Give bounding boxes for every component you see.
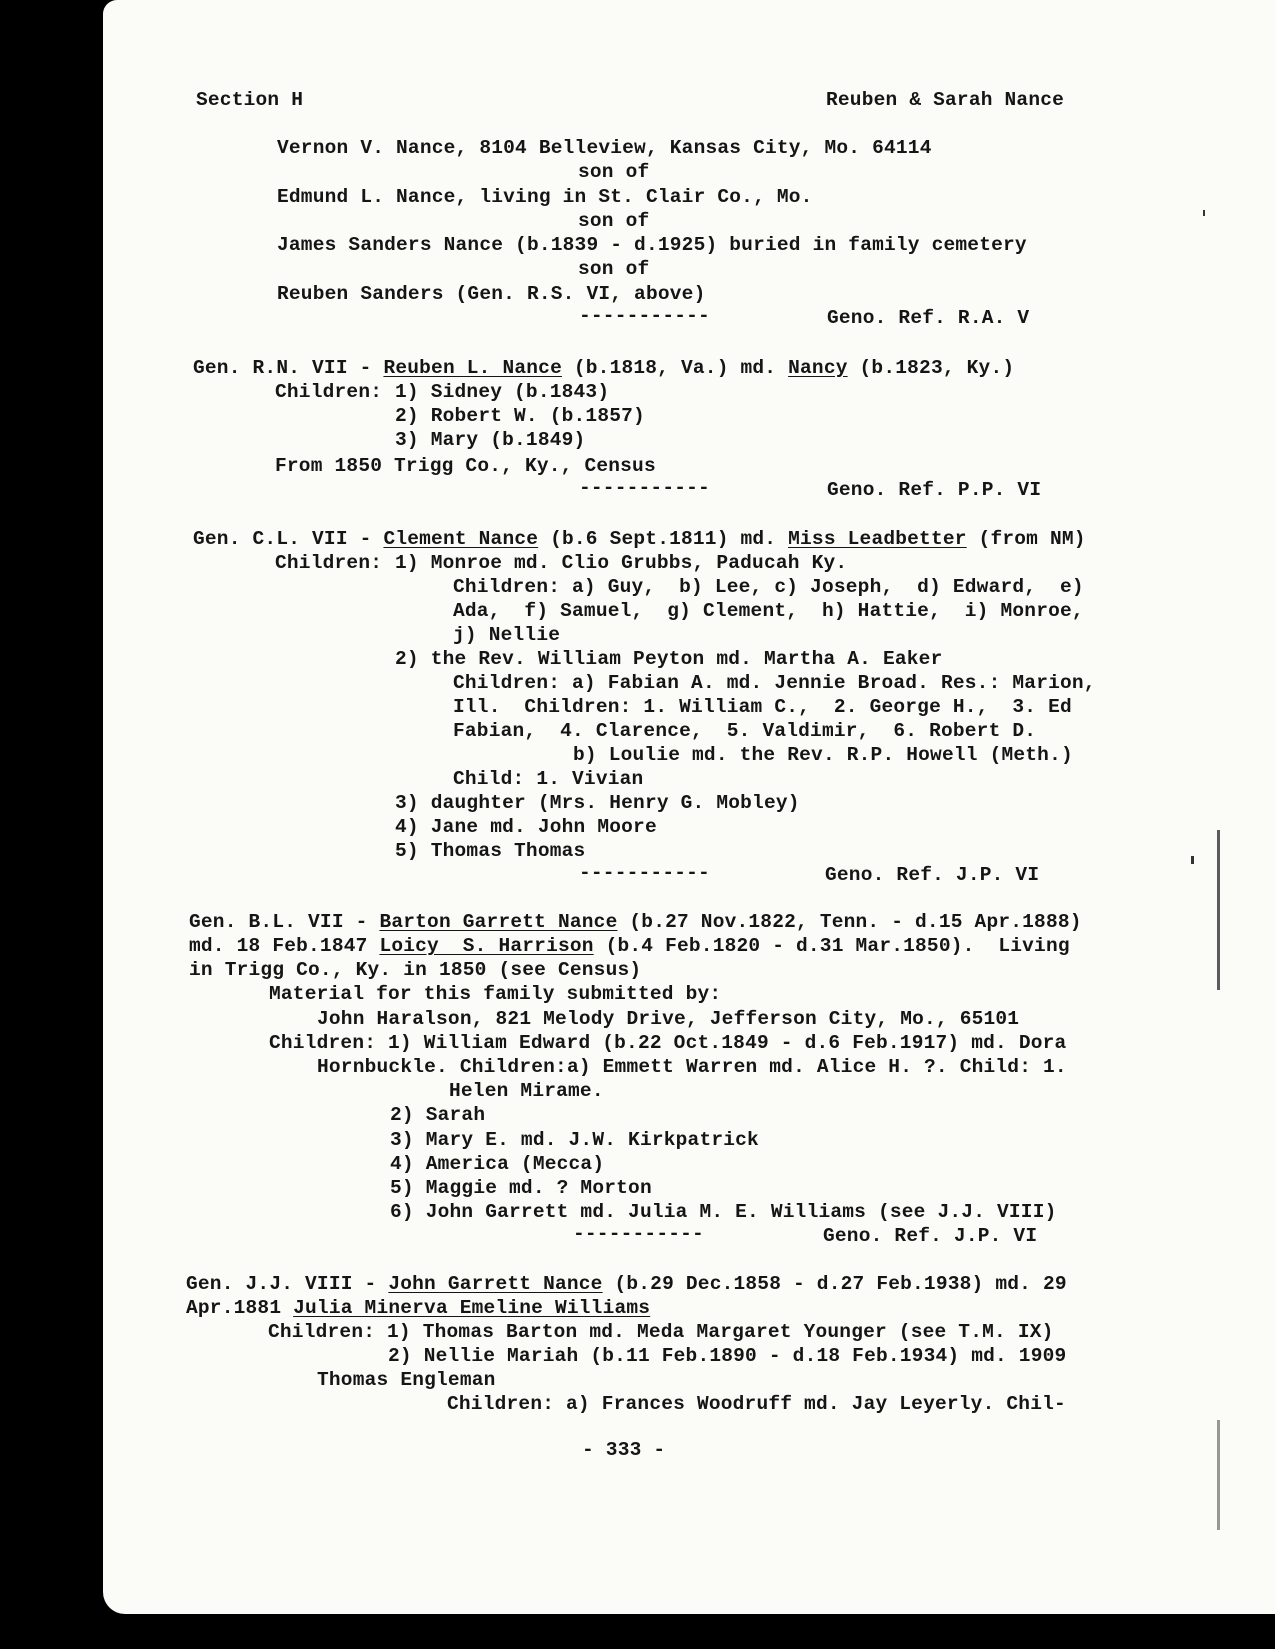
child-item: 2) the Rev. William Peyton md. Martha A. Eaker xyxy=(395,648,943,670)
grandchildren-line: Children: a) Frances Woodruff md. Jay Leyerly. Chil- xyxy=(447,1393,1066,1415)
birth-info: (b.1818, Va.) md. xyxy=(561,357,789,379)
entry4-heading xyxy=(189,910,1082,934)
entry1-line3: James Sanders Nance (b.1839 - d.1925) buried in family cemetery xyxy=(277,234,1027,256)
family-heading: Reuben & Sarah Nance xyxy=(826,89,1065,111)
section-label: Section H xyxy=(196,89,304,111)
separator: ----------- xyxy=(579,477,710,499)
son-of: son of xyxy=(578,161,650,183)
child-item: 6) John Garrett md. Julia M. E. Williams (see J.J. VIII) xyxy=(390,1201,1057,1223)
grandchildren-line: Children: a) Guy, b) Lee, c) Joseph, d) Edward, e) xyxy=(453,576,1084,598)
entry1-line4: Reuben Sanders (Gen. R.S. VI, above) xyxy=(277,283,706,305)
spouse-name: Nancy xyxy=(788,357,848,379)
child-item: 5) Thomas Thomas xyxy=(395,840,586,862)
entry2-heading xyxy=(193,356,1014,380)
children-line: Children: 1) William Edward (b.22 Oct.1849 - d.6 Feb.1917) md. Dora xyxy=(269,1032,1067,1054)
marriage-date: Apr.1881 xyxy=(186,1297,294,1319)
material-note: Material for this family submitted by: xyxy=(269,983,722,1005)
child-item: 2) Sarah xyxy=(390,1104,486,1126)
census-source: From 1850 Trigg Co., Ky., Census xyxy=(275,455,656,477)
spouse-info: (from NM) xyxy=(966,528,1086,550)
son-of: son of xyxy=(578,210,650,232)
gen-code: Gen. B.L. VII - xyxy=(189,911,380,933)
geno-ref: Geno. Ref. R.A. V xyxy=(827,307,1030,329)
child-item: 3) Mary E. md. J.W. Kirkpatrick xyxy=(390,1129,759,1151)
children-label: Children: xyxy=(275,552,395,574)
children-line: Children: 1) Thomas Barton md. Meda Margaret Younger (see T.M. IX) xyxy=(268,1321,1054,1343)
children-label: Children: xyxy=(275,381,395,403)
child-item: 5) Maggie md. ? Morton xyxy=(390,1177,652,1199)
document-page xyxy=(103,0,1275,1614)
birth-info: (b.27 Nov.1822, Tenn. - d.15 Apr.1888) xyxy=(617,911,1082,933)
submitter-address: John Haralson, 821 Melody Drive, Jefferson City, Mo., 65101 xyxy=(317,1008,1020,1030)
geno-ref: Geno. Ref. J.P. VI xyxy=(825,864,1040,886)
child-item: 2) Nellie Mariah (b.11 Feb.1890 - d.18 Feb.1934) md. 1909 xyxy=(388,1345,1067,1367)
geno-ref: Geno. Ref. J.P. VI xyxy=(823,1225,1038,1247)
separator: ----------- xyxy=(579,862,710,884)
spouse-info: (b.4 Feb.1820 - d.31 Mar.1850). Living xyxy=(593,935,1070,957)
separator: ----------- xyxy=(579,305,710,327)
child-item: 3) Mary (b.1849) xyxy=(395,429,586,451)
gen-code: Gen. C.L. VII - xyxy=(193,528,384,550)
grandchildren-line: Children: a) Fabian A. md. Jennie Broad. Res.: Marion, xyxy=(453,672,1096,694)
child-item: 2) Robert W. (b.1857) xyxy=(395,405,645,427)
person-name: Clement Nance xyxy=(383,528,539,550)
grandchildren-line: Ill. Children: 1. William C., 2. George H., 3. Ed xyxy=(453,696,1072,718)
child-item: 4) Jane md. John Moore xyxy=(395,816,657,838)
child-item: 1) Monroe md. Clio Grubbs, Paducah Ky. xyxy=(395,552,848,574)
scan-edge-mark xyxy=(1217,830,1220,990)
gen-code: Gen. J.J. VIII - xyxy=(186,1273,389,1295)
spouse-name: Loicy S. Harrison xyxy=(379,935,594,957)
child-item: 1) Sidney (b.1843) xyxy=(395,381,610,403)
birth-info: (b.29 Dec.1858 - d.27 Feb.1938) md. 29 xyxy=(602,1273,1067,1295)
grandchildren-line: Fabian, 4. Clarence, 5. Valdimir, 6. Robert D. xyxy=(453,720,1037,742)
birth-info: (b.6 Sept.1811) md. xyxy=(538,528,789,550)
entry5-heading xyxy=(186,1272,1067,1296)
child-item: 3) daughter (Mrs. Henry G. Mobley) xyxy=(395,792,800,814)
scan-edge-mark xyxy=(1217,1420,1220,1530)
entry1-line1: Vernon V. Nance, 8104 Belleview, Kansas City, Mo. 64114 xyxy=(277,137,932,159)
son-of: son of xyxy=(578,258,650,280)
separator: ----------- xyxy=(573,1223,704,1245)
spouse-name: Miss Leadbetter xyxy=(788,528,967,550)
spouse-name: Julia Minerva Emeline Williams xyxy=(293,1297,651,1319)
grandchildren-line: b) Loulie md. the Rev. R.P. Howell (Meth.) xyxy=(573,744,1073,766)
grandchildren-line: Ada, f) Samuel, g) Clement, h) Hattie, i) Monroe, xyxy=(453,600,1084,622)
page-number: - 333 - xyxy=(582,1439,666,1461)
person-name: Reuben L. Nance xyxy=(383,357,562,379)
scan-speck xyxy=(1191,856,1194,864)
marriage-date: md. 18 Feb.1847 xyxy=(189,935,380,957)
gen-code: Gen. R.N. VII - xyxy=(193,357,384,379)
entry4-marriage xyxy=(189,934,1070,958)
grandchildren-line: Helen Mirame. xyxy=(449,1080,604,1102)
grandchildren-line: j) Nellie xyxy=(453,624,561,646)
geno-ref: Geno. Ref. P.P. VI xyxy=(827,479,1042,501)
child-item-continued: Thomas Engleman xyxy=(317,1369,496,1391)
grandchildren-line: Hornbuckle. Children:a) Emmett Warren md. Alice H. ?. Child: 1. xyxy=(317,1056,1067,1078)
spouse-info: (b.1823, Ky.) xyxy=(847,357,1015,379)
person-name: John Garrett Nance xyxy=(388,1273,603,1295)
entry1-line2: Edmund L. Nance, living in St. Clair Co., Mo. xyxy=(277,186,813,208)
entry4-residence: in Trigg Co., Ky. in 1850 (see Census) xyxy=(189,959,642,981)
entry5-marriage xyxy=(186,1296,650,1320)
child-item: 4) America (Mecca) xyxy=(390,1153,605,1175)
person-name: Barton Garrett Nance xyxy=(379,911,618,933)
entry3-heading xyxy=(193,527,1086,551)
scan-speck xyxy=(1203,210,1205,216)
grandchildren-line: Child: 1. Vivian xyxy=(453,768,644,790)
